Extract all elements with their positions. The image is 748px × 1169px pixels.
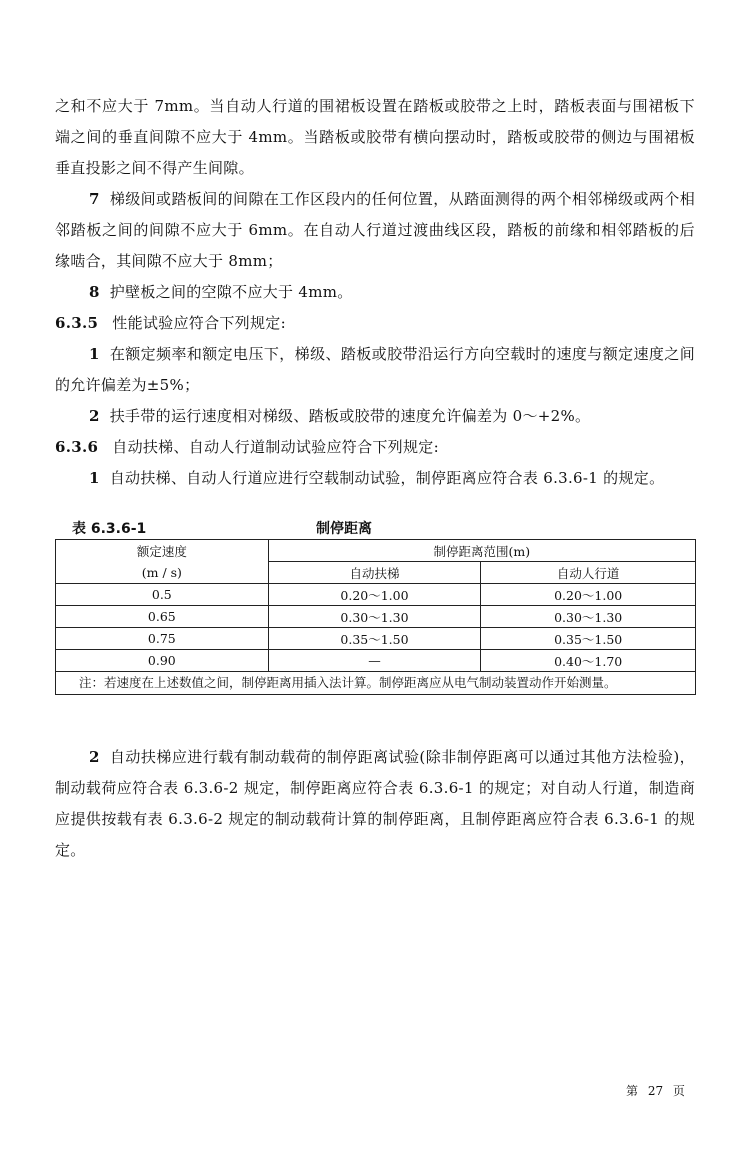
- item-number: 2: [89, 407, 100, 425]
- table-note: 注：若速度在上述数值之间，制停距离用插入法计算。制停距离应从电气制动装置动作开始测量。: [56, 672, 696, 695]
- section-number: 6.3.6: [55, 438, 99, 456]
- item-number: 1: [89, 345, 100, 363]
- section-number: 6.3.5: [55, 314, 99, 332]
- item-number: 2: [89, 748, 100, 766]
- page-number: 第 27 页: [626, 1084, 685, 1098]
- cell-speed: 0.65: [56, 606, 269, 628]
- table-row: [56, 606, 696, 628]
- item-text: 在额定频率和额定电压下，梯级、踏板或胶带沿运行方向空载时的速度与额定速度之间的允许偏差为±5%；: [55, 345, 695, 394]
- cell-walkway: 0.20～1.00: [481, 584, 696, 606]
- stopping-distance-table: [55, 539, 696, 695]
- item-text: 梯级间或踏板间的间隙在工作区段内的任何位置，从踏面测得的两个相邻梯级或两个相邻踏板之间的间隙不应大于 6mm。在自动人行道过渡曲线区段，踏板的前缘和相邻踏板的后缘啮合，其间隙不应大于 8mm；: [55, 190, 695, 270]
- table-number: 表 6.3.6-1: [72, 521, 147, 537]
- section-6-3-5-heading: [55, 308, 695, 339]
- cell-speed: 0.90: [56, 650, 269, 672]
- section-text: 性能试验应符合下列规定:: [112, 314, 286, 332]
- paragraph-continuation: [55, 91, 695, 184]
- cell-escalator: 0.35～1.50: [268, 628, 481, 650]
- section-6-3-6-item-2: [55, 742, 695, 866]
- table-title: 制停距离: [316, 521, 372, 537]
- paragraph-text: 之和不应大于 7mm。当自动人行道的围裙板设置在踏板或胶带之上时，踏板表面与围裙板下端之间的垂直间隙不应大于 4mm。当踏板或胶带有横向摆动时，踏板或胶带的侧边与围裙板垂直投影之间不得产生间隙。: [55, 97, 695, 177]
- cell-walkway: 0.30～1.30: [481, 606, 696, 628]
- item-text: 护壁板之间的空隙不应大于 4mm。: [109, 283, 353, 301]
- table-row: [56, 650, 696, 672]
- item-7: [55, 184, 695, 277]
- item-number: 8: [89, 283, 100, 301]
- cell-speed: 0.5: [56, 584, 269, 606]
- item-text: 扶手带的运行速度相对梯级、踏板或胶带的速度允许偏差为 0～+2%。: [109, 407, 591, 425]
- section-6-3-6-item-1: [55, 463, 695, 494]
- cell-walkway: 0.40～1.70: [481, 650, 696, 672]
- section-text: 自动扶梯、自动人行道制动试验应符合下列规定:: [112, 438, 439, 456]
- cell-escalator: 0.20～1.00: [268, 584, 481, 606]
- cell-escalator: —: [268, 650, 481, 672]
- cell-speed: 0.75: [56, 628, 269, 650]
- table-row: [56, 628, 696, 650]
- table-note-row: [56, 672, 696, 695]
- section-6-3-6-heading: [55, 432, 695, 463]
- section-6-3-5-item-1: [55, 339, 695, 401]
- header-escalator: 自动扶梯: [268, 562, 481, 584]
- table-subheader-row: [56, 562, 696, 584]
- table-row: [56, 584, 696, 606]
- header-speed-unit: (m / s): [56, 562, 269, 584]
- item-text: 自动扶梯、自动人行道应进行空载制动试验，制停距离应符合表 6.3.6-1 的规定。: [109, 469, 665, 487]
- item-text: 自动扶梯应进行载有制动载荷的制停距离试验(除非制停距离可以通过其他方法检验)，制动载荷应符合表 6.3.6-2 规定，制停距离应符合表 6.3.6-1 的规定；对自动人行道，制造商应提供按载有表 6.3.6-2 规定的制动载荷计算的制停距离，且制停距离应符合表 6.3.6-1 的规定。: [55, 748, 695, 859]
- item-number: 7: [89, 190, 100, 208]
- table-caption: [72, 518, 692, 538]
- header-range: 制停距离范围(m): [268, 540, 695, 562]
- header-walkway: 自动人行道: [481, 562, 696, 584]
- item-8: [55, 277, 695, 308]
- section-6-3-5-item-2: [55, 401, 695, 432]
- table-header-row: [56, 540, 696, 562]
- item-number: 1: [89, 469, 100, 487]
- header-speed: 额定速度: [56, 540, 269, 562]
- cell-walkway: 0.35～1.50: [481, 628, 696, 650]
- cell-escalator: 0.30～1.30: [268, 606, 481, 628]
